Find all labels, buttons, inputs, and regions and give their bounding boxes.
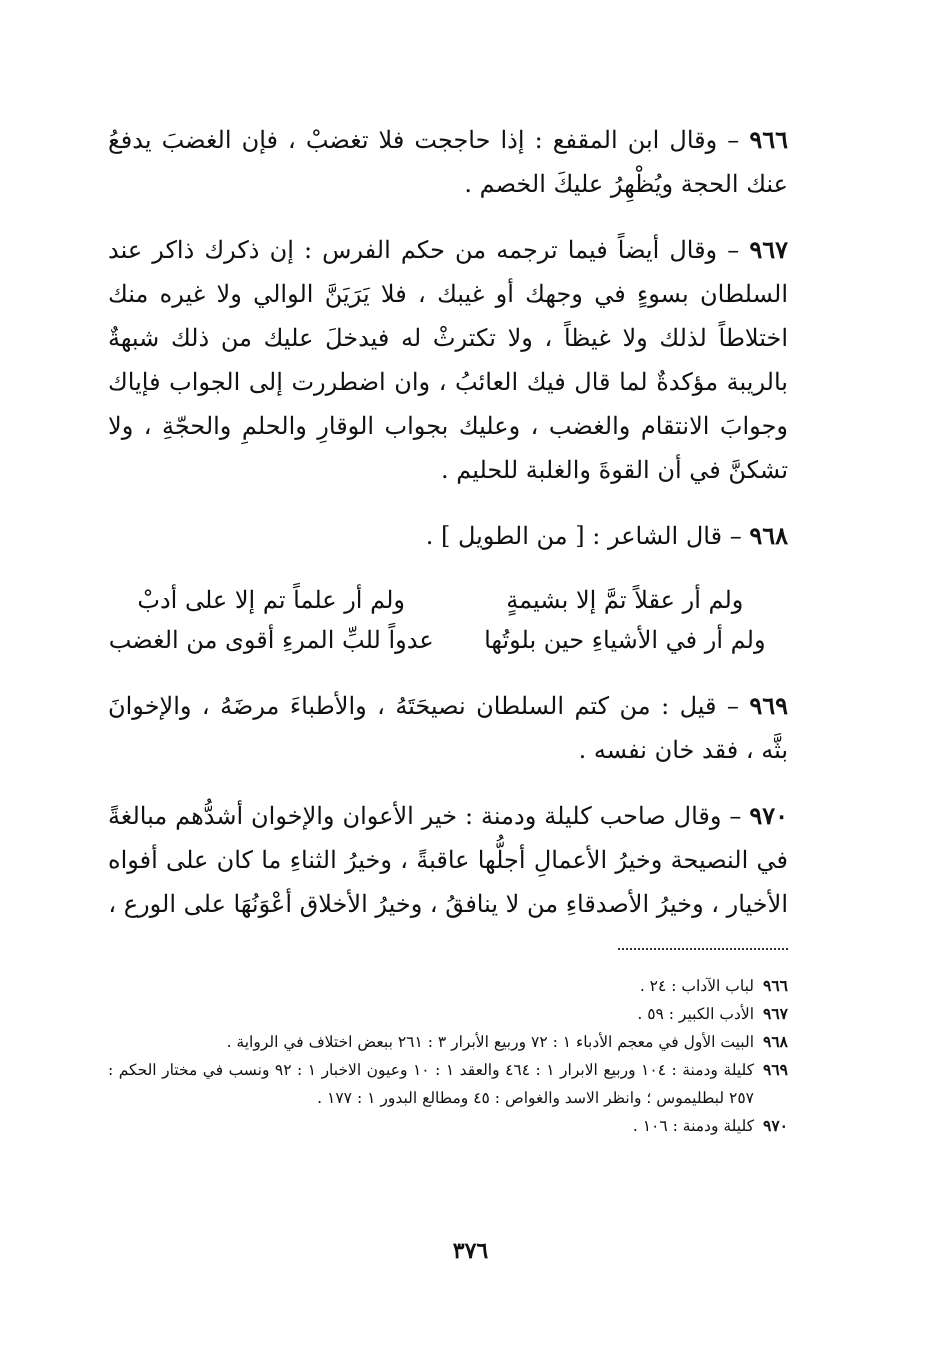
footnote	[108, 1028, 788, 1056]
footnote-number: ٩٧٠	[763, 1116, 788, 1135]
footnote-number: ٩٦٦	[763, 976, 788, 995]
entry-number: ٩٦٧	[749, 235, 788, 264]
verse-second-hemistich: عدواً للبِّ المرءِ أقوى من الغضب	[108, 626, 434, 654]
poem	[108, 580, 788, 660]
paragraph-967	[108, 228, 788, 492]
page-number: ٣٧٦	[452, 1238, 489, 1264]
paragraph-968	[108, 514, 788, 558]
entry-text: – وقال ابن المقفع : إذا حاججت فلا تغضبْ ، فإن الغضبَ يدفعُ عنك الحجة ويُظْهِرُ عليكَ الخصم .	[108, 126, 788, 198]
footnote	[108, 972, 788, 1000]
entry-number: ٩٦٩	[749, 691, 788, 720]
footnote-text: لباب الآداب : ٢٤ .	[639, 977, 754, 995]
verse-first-hemistich: ولم أر في الأشياءِ حين بلوتُها	[484, 626, 766, 654]
verse-first-hemistich: ولم أر عقلاً تمَّ إلا بشيمةٍ	[506, 586, 744, 614]
entry-text: – وقال أيضاً فيما ترجمه من حكم الفرس : إن ذكرك ذاكر عند السلطان بسوءٍ في وجهك أو غيبك ، فلا يَرَيَنَّ الوالي ولا غيره منك اختلاطاً لذلك ولا غيظاً ، ولا تكترثْ له فيدخلَ عليك من ذلك شبهةٌ بالريبة مؤكدةٌ لما قال فيك العائبُ ، وان اضطررت إلى الجواب فإياك وجوابَ الانتقام والغضب ، وعليك بجواب الوقارِ والحلمِ والحجّةِ ، ولا تشكنَّ في أن القوةَ والغلبة للحليم .	[108, 236, 788, 484]
paragraph-969	[108, 684, 788, 772]
footnote-text: كليلة ودمنة : ١٠٤ وربيع الابرار ١ : ٤٦٤ والعقد ١ : ١٠ وعيون الاخبار ١ : ٩٢ ونسب في مختار الحكم : ٢٥٧ لبطليموس ؛ وانظر الاسد والغواص : ٤٥ ومطالع البدور ١ : ١٧٧ .	[108, 1061, 755, 1107]
verse-line	[108, 580, 788, 620]
page-body	[108, 118, 788, 1140]
footnote	[108, 1000, 788, 1028]
entry-text: – قيل : من كتم السلطان نصيحَتَهُ ، والأطباءَ مرضَهُ ، والإخوانَ بثَّه ، فقد خان نفسه .	[108, 692, 788, 764]
paragraph-966	[108, 118, 788, 206]
footnote	[108, 1056, 788, 1112]
verse-line	[108, 620, 788, 660]
footnote-number: ٩٦٩	[763, 1060, 788, 1079]
footnote-number: ٩٦٧	[763, 1004, 788, 1023]
entry-number: ٩٦٨	[749, 521, 788, 550]
footnote-text: الأدب الكبير : ٥٩ .	[637, 1005, 754, 1023]
footnote	[108, 1112, 788, 1140]
footnotes	[108, 972, 788, 1140]
paragraph-970	[108, 794, 788, 926]
entry-text: – وقال صاحب كليلة ودمنة : خير الأعوان والإخوان أشدُّهم مبالغةً في النصيحة وخيرُ الأعمالِ أجلُّها عاقبةً ، وخيرُ الثناءِ ما كان على أفواه الأخيار ، وخيرُ الأصدقاءِ من لا ينافقُ ، وخيرُ الأخلاق أعْوَنُهَا على الورع ،	[108, 802, 788, 918]
footnote-text: البيت الأول في معجم الأدباء ١ : ٧٢ وربيع الأبرار ٣ : ٢٦١ ببعض اختلاف في الرواية .	[226, 1033, 754, 1051]
footnote-text: كليلة ودمنة : ١٠٦ .	[632, 1117, 754, 1135]
entry-text: – قال الشاعر : [ من الطويل ] .	[425, 522, 750, 550]
verse-second-hemistich: ولم أر علماً تم إلا على أدبْ	[137, 586, 405, 614]
footnote-number: ٩٦٨	[763, 1032, 788, 1051]
entry-number: ٩٧٠	[749, 801, 788, 830]
entry-number: ٩٦٦	[749, 125, 788, 154]
footnote-separator	[618, 948, 788, 950]
